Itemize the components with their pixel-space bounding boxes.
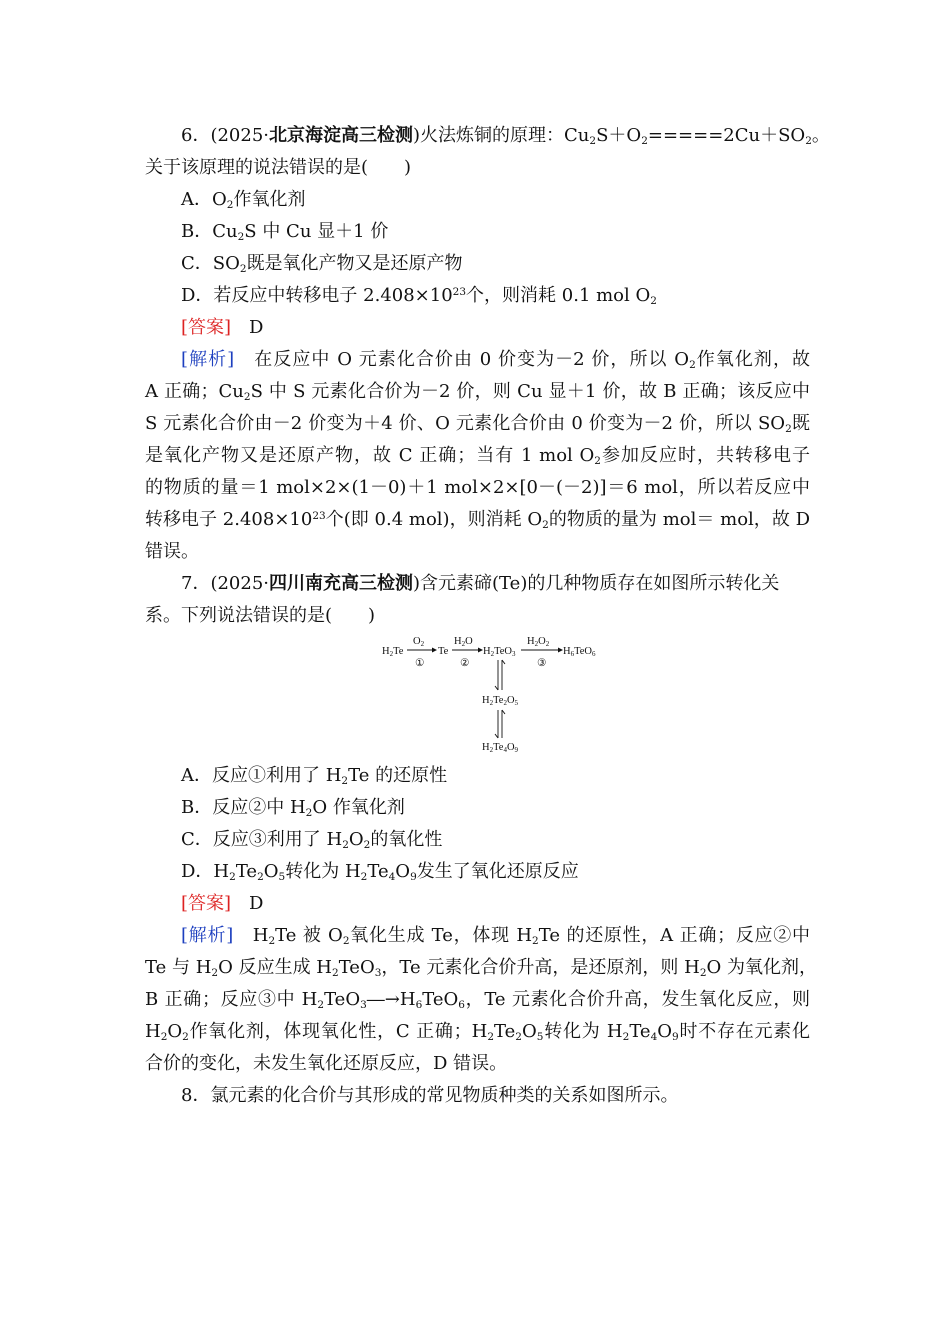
arrow1-label: ① — [415, 658, 425, 669]
tellurium-conversion-diagram — [380, 632, 610, 757]
q7-analysis-line3: B 正确；反应③中 $H_2TeO_3―\to H_6TeO_6$，Te 元素化合价升高，发生氧化反应，则 — [145, 989, 810, 1011]
q7-analysis-line5: 合价的变化，未发生氧化还原反应，D 错误。 — [145, 1053, 508, 1074]
q7-analysis-line1: [解析] $H_2Te$ 被 $O_2$氧化生成 Te，体现 $H_2Te$ 的还原性，A 正确；反应②中 — [181, 925, 811, 947]
arrow1-reagent: O2 — [413, 636, 425, 648]
answer-tag: [答案] — [181, 317, 232, 338]
q7-analysis-line2: Te 与 $H_2O$ 反应生成 $H_2TeO_3$，Te 元素化合价升高，是还原剂，则 $H_2O$ 为氧化剂， — [145, 957, 817, 979]
q7-option-a: A．反应①利用了 $H_2Te$ 的还原性 — [181, 765, 448, 787]
arrow3-label: ③ — [537, 658, 547, 669]
q6-stem-line2: 关于该原理的说法错误的是( ) — [145, 157, 412, 178]
q6-analysis-line3: S 元素化合价由－2 价变为＋4 价、O 元素化合价由 0 价变为－2 价，所以 $SO_2$既 — [145, 413, 811, 435]
q6-analysis-line1: [解析] 在反应中 O 元素化合价由 0 价变为－2 价，所以 $O_2$作氧化剂，故 — [181, 349, 811, 371]
q7-option-b: B．反应②中 $H_2O$ 作氧化剂 — [181, 797, 405, 819]
q7-option-d: D．$H_2Te_2O_5$转化为 $H_2Te_4O_9$发生了氧化还原反应 — [181, 861, 579, 883]
q6-analysis-line2: A 正确；$Cu_2S$ 中 S 元素化合价为－2 价，则 Cu 显＋1 价，故 B 正确；该反应中 — [145, 381, 810, 403]
answer-tag: [答案] — [181, 893, 232, 914]
q7-analysis-line4: $H_2O_2$作氧化剂，体现氧化性，C 正确；$H_2Te_2O_5$转化为 $H_2Te_4O_9$时不存在元素化 — [145, 1021, 810, 1043]
q7-stem-line2: 系。下列说法错误的是( ) — [145, 605, 376, 626]
arrow3-reagent: H2O2 — [527, 636, 550, 648]
species-h2te2o5: H2Te2O5 — [482, 695, 519, 707]
q6-analysis-line4: 是氧化产物又是还原产物，故 C 正确；当有 1 mol $O_2$参加反应时，共转移电子 — [145, 445, 811, 467]
q7-option-c: C．反应③利用了 $H_2O_2$的氧化性 — [181, 829, 443, 851]
q6-analysis-line7: 错误。 — [145, 541, 199, 562]
q7-stem-line1: 7．(2025·四川南充高三检测)含元素碲(Te)的几种物质存在如图所示转化关 — [181, 573, 780, 594]
species-h6teo6: H6TeO6 — [563, 646, 596, 658]
q6-analysis-line6: 转移电子 $2.408\times 10^{23}$个(即 0.4 mol)，则消耗 $O_2$的物质的量为 mol＝ mol，故 D — [145, 509, 810, 531]
species-te: Te — [438, 646, 449, 657]
species-h2teo3: H2TeO3 — [483, 646, 516, 658]
analysis-tag: [解析] — [181, 925, 234, 946]
q6-stem-line1: 6．(2025·北京海淀高三检测)火法炼铜的原理：$Cu_2S+O_2=====2Cu+SO_2$。 — [181, 125, 830, 147]
q7-answer: [答案] D — [181, 893, 264, 914]
q6-option-b: B．$Cu_2S$ 中 Cu 显＋1 价 — [181, 221, 389, 243]
q6-option-c: C．$SO_2$既是氧化产物又是还原产物 — [181, 253, 463, 275]
arrow2-label: ② — [460, 658, 470, 669]
species-h2te: H2Te — [382, 646, 404, 658]
q6-answer: [答案] D — [181, 317, 264, 338]
q8-stem-line1: 8．氯元素的化合价与其形成的常见物质种类的关系如图所示。 — [181, 1085, 679, 1106]
q6-option-a: A．$O_2$作氧化剂 — [181, 189, 306, 211]
species-h2te4o9: H2Te4O9 — [482, 742, 519, 754]
q6-analysis-line5: 的物质的量＝1 mol×2×(1－0)＋1 mol×2×[0－(－2)]＝6 mol，所以若反应中 — [145, 477, 810, 498]
arrow2-reagent: H2O — [454, 636, 473, 648]
q6-option-d: D．若反应中转移电子 $2.408\times 10^{23}$个，则消耗 0.1 mol $O_2$ — [181, 285, 657, 307]
analysis-tag: [解析] — [181, 349, 235, 370]
